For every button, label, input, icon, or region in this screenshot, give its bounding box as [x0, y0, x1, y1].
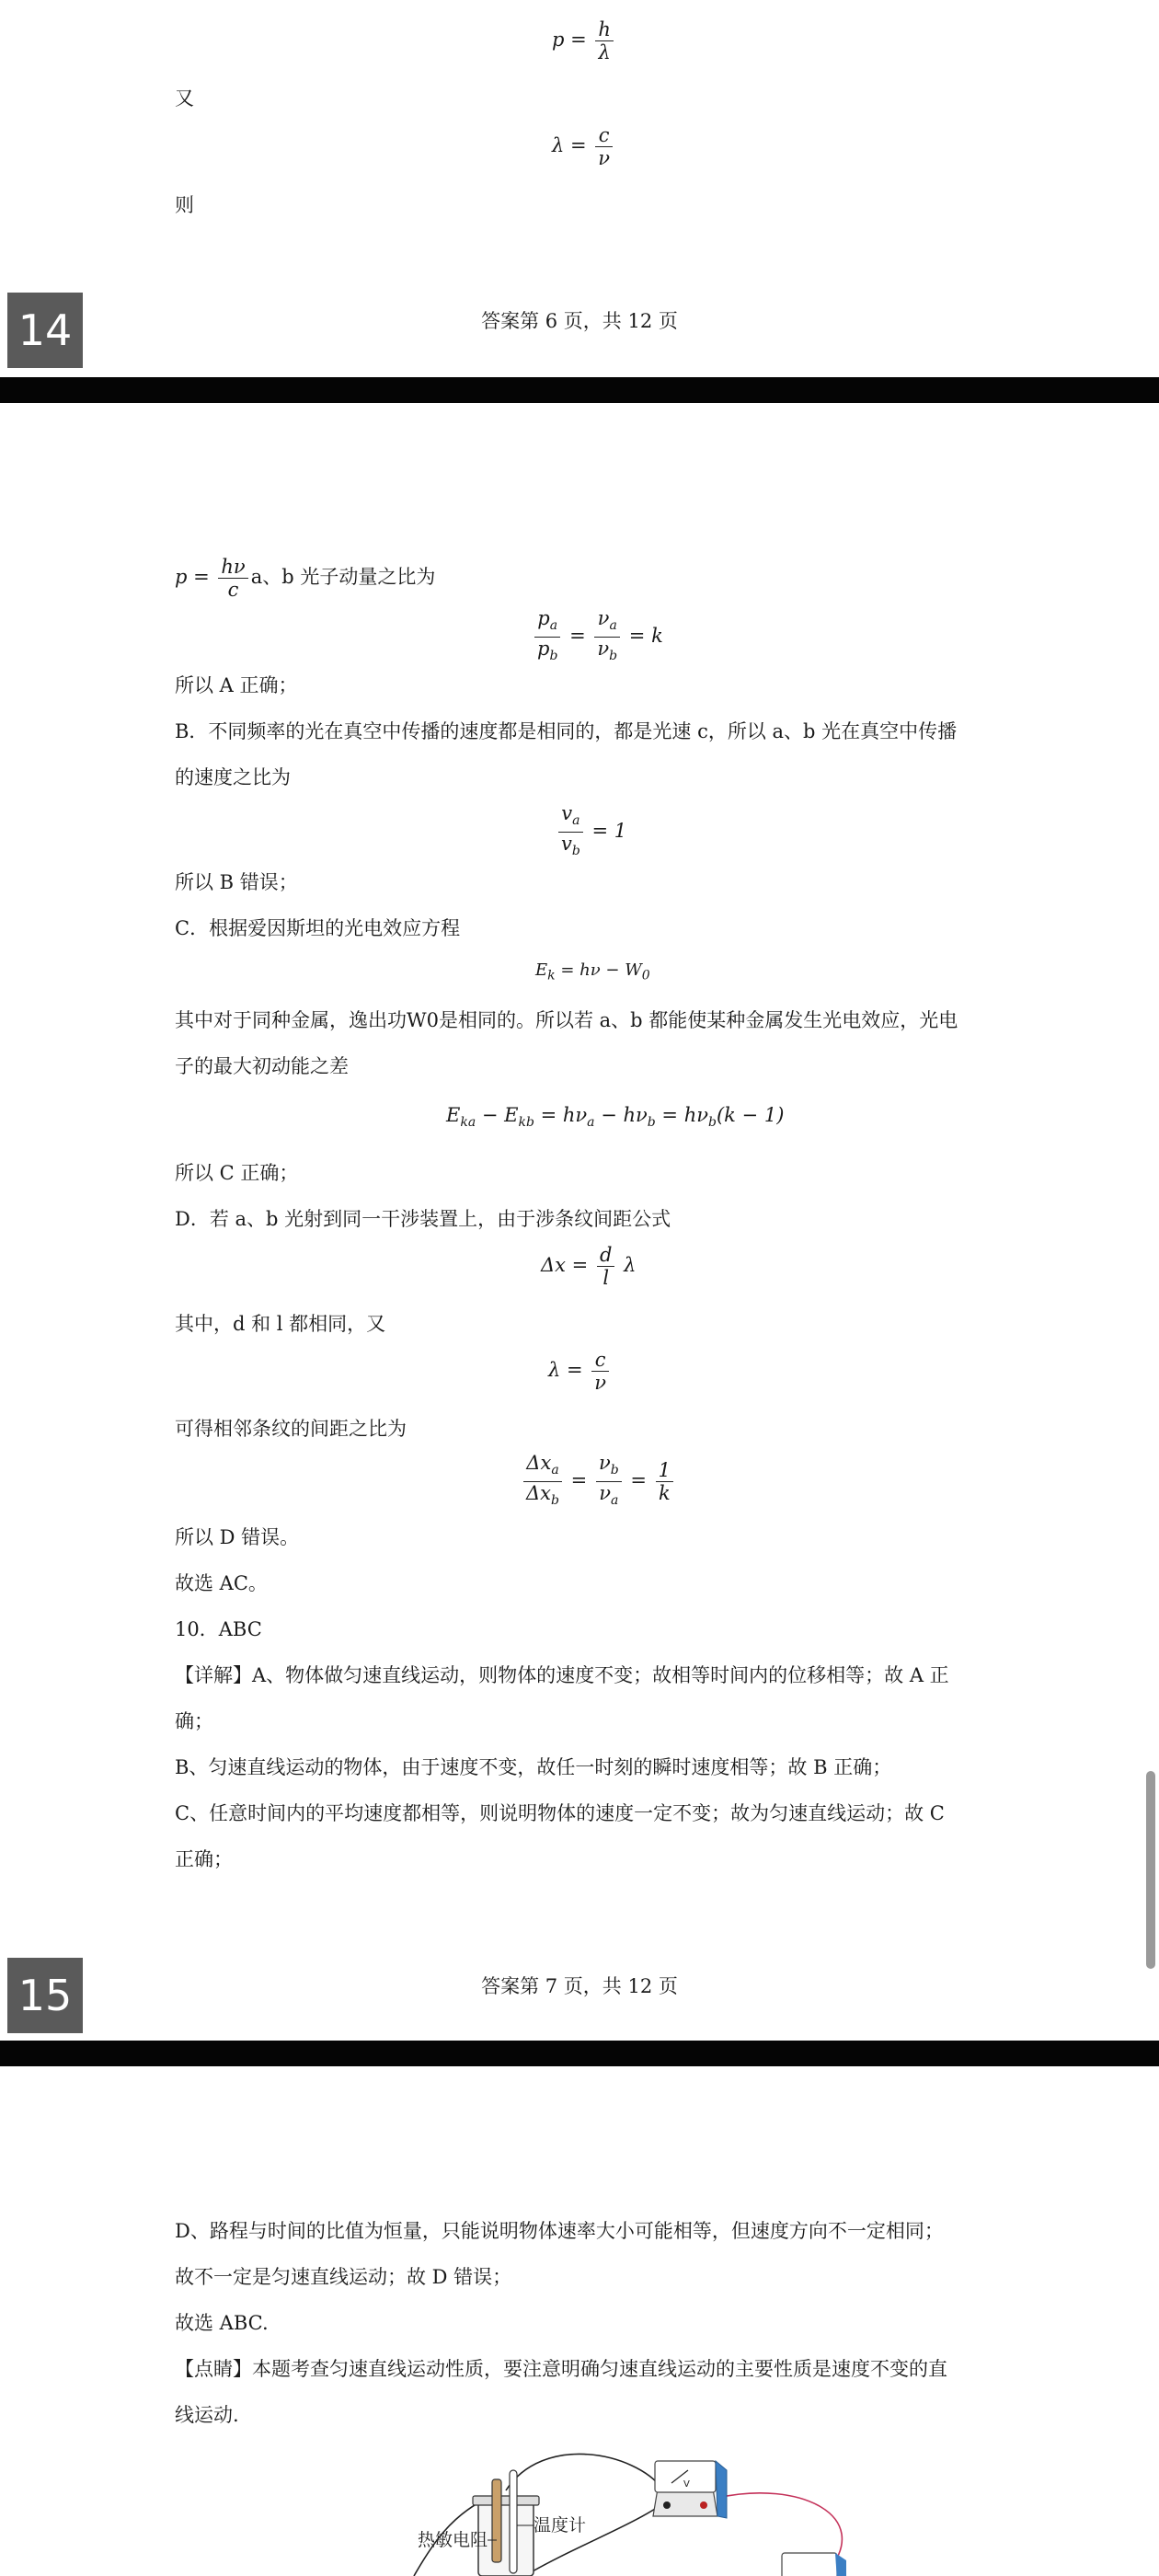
- thermometer: [510, 2470, 517, 2573]
- text-d1: D、路程与时间的比值为恒量，只能说明物体速率大小可能相等，但速度方向不一定相同；: [175, 2220, 944, 2242]
- text-c-line2: 其中对于同种金属，逸出功W0是相同的。所以若 a、b 都能使某种金属发生光电效应，光电: [175, 1009, 958, 1031]
- text-comment2: 线运动.: [175, 2404, 239, 2426]
- text-you: 又: [175, 87, 194, 109]
- text-select-ac: 故选 AC。: [175, 1572, 268, 1594]
- text-b-line2: 的速度之比为: [175, 766, 291, 788]
- page-footer-7: 答案第 7 页，共 12 页: [481, 1975, 678, 1997]
- formula-p-h-lambda: p = $\frac{h}{\lambda}$: [552, 18, 616, 63]
- text-d-line: D．若 a、b 光射到同一干涉装置上，由于涉条纹间距公式: [175, 1208, 671, 1230]
- page-separator: [0, 2041, 1159, 2066]
- text-d-line3: 可得相邻条纹的间距之比为: [175, 1418, 407, 1440]
- label-thermistor: 热敏电阻: [418, 2530, 488, 2550]
- line-p-ratio: p = $\frac{h\nu}{c}$ a、b 光子动量之比为: [175, 556, 436, 601]
- text-d-wrong: 所以 D 错误。: [175, 1526, 300, 1548]
- page-footer-6: 答案第 6 页，共 12 页: [481, 310, 678, 332]
- thermistor-circuit-diagram: [396, 2443, 874, 2576]
- formula-lambda-c-nu-2: λ = $\frac{c}{\nu}$: [548, 1349, 612, 1394]
- ammeter-partial: [782, 2553, 846, 2576]
- text-detail-c1: C、任意时间内的平均速度都相等，则说明物体的速度一定不变；故为匀速直线运动；故 C: [175, 1802, 945, 1824]
- formula-fringe-ratio: $\frac{\Delta x_a}{\Delta x_b}$ = $\frac{\nu_b}{\nu_a}$ = $\frac{1}{k}$: [521, 1452, 676, 1512]
- page-badge-14: 14: [7, 293, 83, 368]
- text-detail-l2: 确；: [175, 1710, 213, 1732]
- text-b-wrong: 所以 B 错误；: [175, 871, 298, 893]
- beaker-lid: [473, 2496, 539, 2505]
- page-badge-15: 15: [7, 1958, 83, 2033]
- thermistor-probe: [492, 2479, 501, 2562]
- text-d2: 故不一定是匀速直线运动；故 D 错误；: [175, 2266, 512, 2288]
- scrollbar-thumb[interactable]: [1146, 1771, 1155, 1969]
- text-comment1: 【点睛】本题考查匀速直线运动性质，要注意明确匀速直线运动的主要性质是速度不变的直: [175, 2358, 947, 2380]
- formula-velocity-ratio: $\frac{v_a}{v_b}$ = 1: [556, 802, 626, 862]
- wire-black-3: [524, 2498, 671, 2576]
- text-c-correct: 所以 C 正确；: [175, 1162, 299, 1184]
- voltmeter: [653, 2461, 727, 2518]
- text-c-line3: 子的最大初动能之差: [175, 1055, 349, 1077]
- formula-fringe-spacing: Δx = $\frac{d}{l}$ λ: [541, 1244, 637, 1289]
- text-d-line2: 其中，d 和 l 都相同，又: [175, 1313, 386, 1335]
- text-q10: 10．ABC: [175, 1618, 262, 1640]
- text-detail-c2: 正确；: [175, 1848, 233, 1870]
- text-c-line: C．根据爱因斯坦的光电效应方程: [175, 917, 461, 939]
- formula-lambda-c-nu: λ = $\frac{c}{\nu}$: [552, 124, 615, 169]
- formula-energy-diff: $E_{ka} - E_{kb} = h\nu_a - h\nu_b = h\nu_b(k - 1)$: [446, 1104, 785, 1131]
- formula-momentum-ratio: $\frac{p_a}{p_b}$ = $\frac{\nu_a}{\nu_b}$ = k: [532, 607, 663, 667]
- wire-black-1: [506, 2454, 662, 2490]
- text-detail-l1: 【详解】A、物体做匀速直线运动，则物体的速度不变；故相等时间内的位移相等；故 A 正: [175, 1664, 949, 1686]
- text-a-correct: 所以 A 正确；: [175, 674, 298, 696]
- label-thermometer: 温度计: [534, 2515, 587, 2536]
- text-select-abc: 故选 ABC.: [175, 2312, 269, 2334]
- formula-photoelectric: $E_k = h\nu - W_0$: [535, 960, 650, 983]
- meter-label: V: [683, 2479, 690, 2490]
- text-detail-b: B、匀速直线运动的物体，由于速度不变，故任一时刻的瞬时速度相等；故 B 正确；: [175, 1756, 892, 1778]
- text-ze: 则: [175, 194, 194, 216]
- text-b-line1: B．不同频率的光在真空中传播的速度都是相同的，都是光速 c，所以 a、b 光在真空中传播: [175, 720, 958, 742]
- text-photon-ratio: a、b 光子动量之比为: [250, 566, 436, 588]
- page-separator: [0, 377, 1159, 403]
